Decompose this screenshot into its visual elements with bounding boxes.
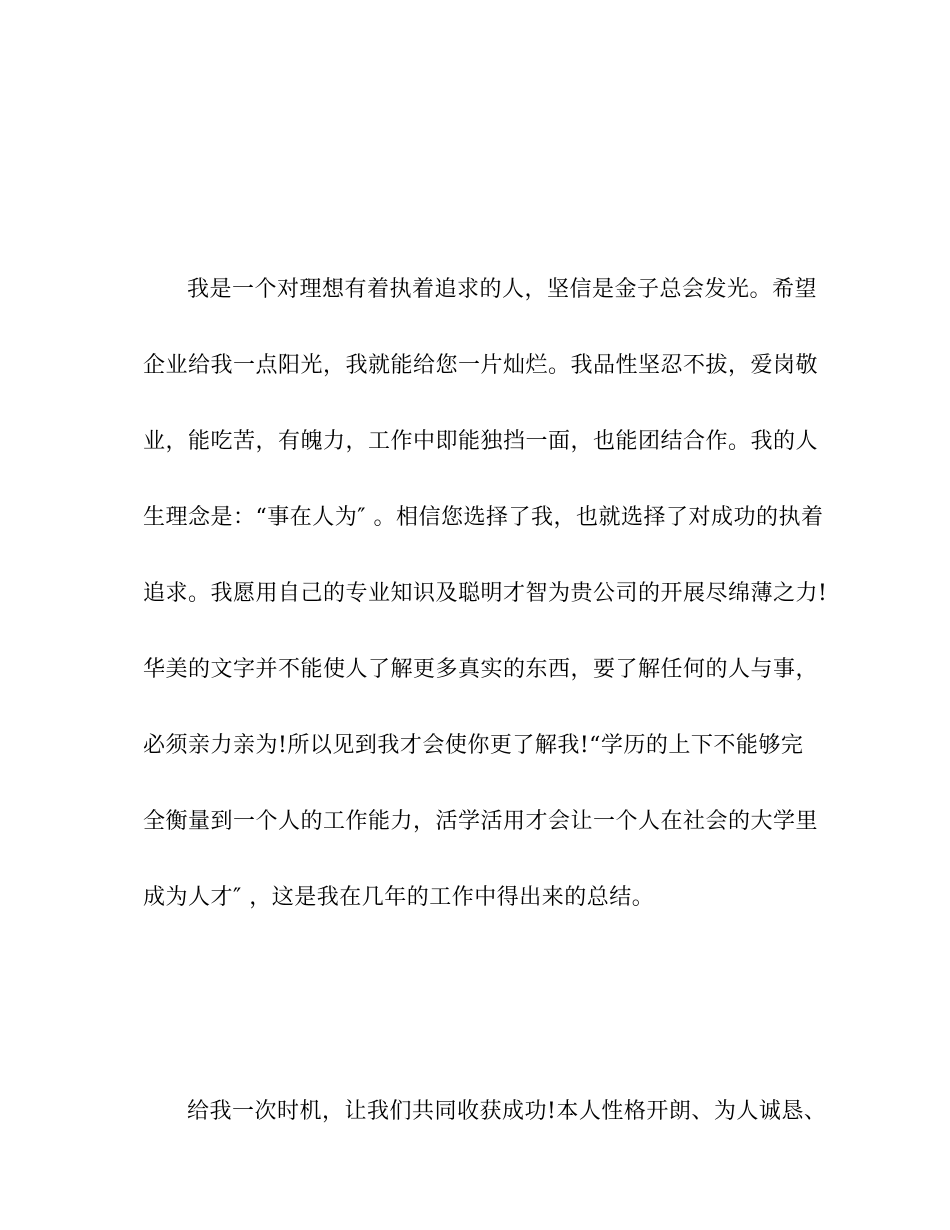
text-line: 成为人才″ ，这是我在几年的工作中得出来的总结。 — [143, 885, 655, 910]
paragraph-closing — [143, 1074, 827, 1150]
text-line: 追求。我愿用自己的专业知识及聪明才智为贵公司的开展尽绵薄之力! — [143, 581, 828, 606]
text-line: 企业给我一点阳光，我就能给您一片灿烂。我品性坚忍不拔，爱岗敬 — [143, 353, 819, 378]
text-line: 我是一个对理想有着执着追求的人，坚信是金子总会发光。希望 — [187, 277, 818, 302]
text-line: 生理念是：“事在人为″ 。相信您选择了我，也就选择了对成功的执着 — [143, 505, 824, 530]
text-line: 业，能吃苦，有魄力，工作中即能独挡一面，也能团结合作。我的人 — [143, 429, 819, 454]
paragraph-self-introduction — [143, 252, 828, 936]
text-line: 全衡量到一个人的工作能力，活学活用才会让一个人在社会的大学里 — [143, 809, 819, 834]
text-line: 给我一次时机，让我们共同收获成功!本人性格开朗、为人诚恳、 — [187, 1099, 827, 1124]
text-line: 华美的文字并不能使人了解更多真实的东西，要了解任何的人与事， — [143, 657, 819, 682]
text-line: 必须亲力亲为!所以见到我才会使你更了解我!“学历的上下不能够完 — [143, 733, 804, 758]
